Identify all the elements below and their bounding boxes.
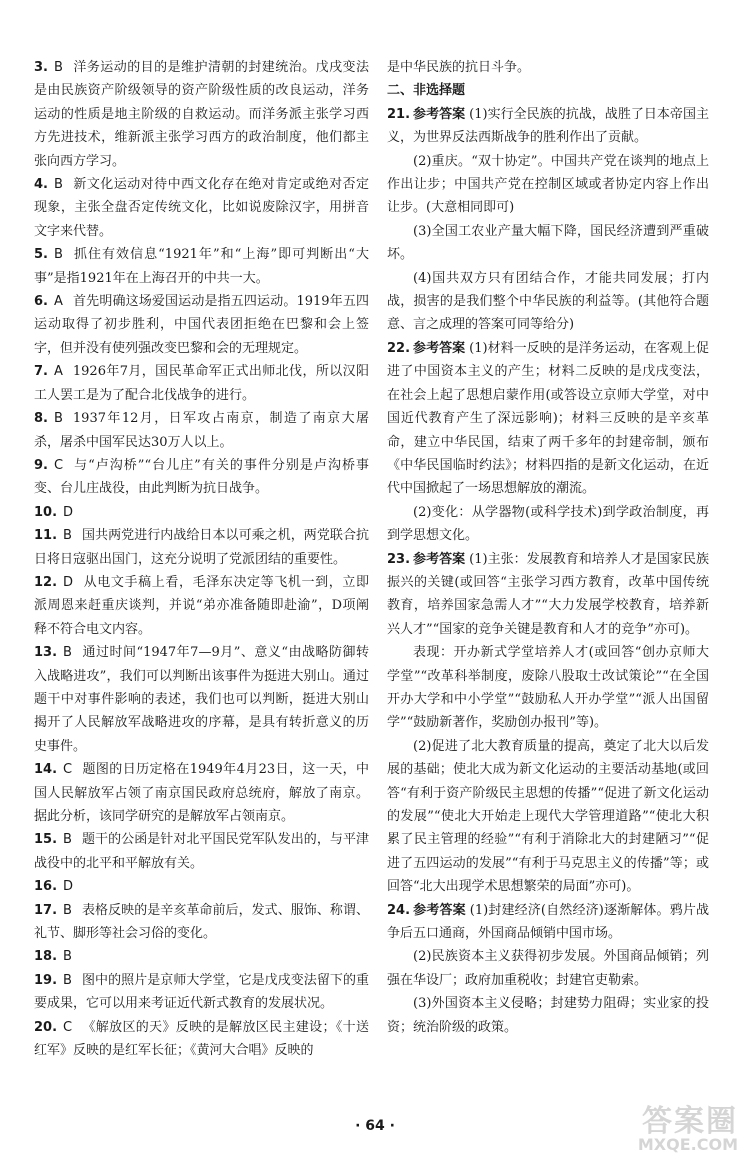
answer-choice: A: [53, 364, 63, 380]
page-number: · 64 ·: [355, 1118, 395, 1134]
answer-choice: A: [53, 294, 63, 310]
answer-paragraph: (2)重庆。“双十协定”。中国共产党在谈判的地点上作出让步；中国共产党在控制区域或者协定内容上作出让步。(大意相同即可): [387, 153, 709, 216]
answer-text: (1)主张：发展教育和培养人才是国家民族振兴的关键(或回答“主张学习西方教育，改革中国传统教育，培养国家急需人才”“大力发展学校教育，培养新兴人才”“国家的竞争关键是教育和人才的竞争”亦可)。: [387, 551, 709, 637]
answer-item: [34, 524, 369, 571]
explanation-text: 通过时间“1947年7—9月”、意义“由战略防御转入战略进攻”，我们可以判断出该事件为挺进大别山。通过题干中对事件影响的表述，我们也可以判断，挺进大别山揭开了人民解放军战略进攻的序幕，是具有转折意义的历史事件。: [34, 645, 369, 754]
explanation-text: 《解放区的天》反映的是解放区民主建设；《十送红军》反映的是红军长征；《黄河大合唱》反映的: [34, 1019, 369, 1059]
answer-paragraph: (2)促进了北大教育质量的提高，奠定了北大以后发展的基础；使北大成为新文化运动的主要活动基地(或回答“有利于资产阶级民主思想的传播”“促进了新文化运动的发展”“使北大开始走上现代大学管理道路”“使北大积累了民主管理的经验”“有利于消除北大的封建陋习”“促进了五四运动的发展”“有利于马克思主义的传播”等；或回答“北大出现学术思想繁荣的局面”亦可)。: [387, 738, 709, 895]
question-number: 5.: [34, 247, 48, 263]
question-number: 20.: [34, 1019, 58, 1035]
answer-paragraph: (3)外国资本主义侵略；封建势力阻碍；实业家的投资；统治阶级的政策。: [387, 996, 709, 1035]
answer-item: [34, 56, 369, 173]
question-number: 8.: [34, 411, 48, 427]
answer-item: [34, 290, 369, 360]
answer-item: [34, 173, 369, 243]
right-column: [387, 56, 709, 1039]
question-number: 9.: [34, 457, 48, 473]
answer-choice: B: [53, 60, 63, 75]
answer-choice: B: [63, 528, 72, 544]
answer-item: [34, 969, 369, 1016]
answer-paragraph: 表现：开办新式学堂培养人才(或回答“创办京师大学堂”“改革科举制度，废除八股取士改试策论”“在全国开办大学和中小学堂”“鼓励私人开办学堂”“派人出国留学”“鼓励新著作，奖励创办报刊”等)。: [387, 645, 709, 731]
answer-item: [387, 103, 709, 150]
answer-choice: C: [63, 762, 73, 778]
answer-choice: C: [63, 1019, 73, 1035]
watermark-top-text: 答案圈: [642, 1104, 738, 1139]
watermark-logo: [610, 1096, 738, 1154]
answer-list: [387, 103, 709, 1039]
answer-choice: B: [63, 645, 72, 661]
answer-choice: B: [63, 902, 72, 918]
explanation-text: 与“卢沟桥”“台儿庄”有关的事件分别是卢沟桥事变、台儿庄战役，由此判断为抗日战争。: [34, 457, 369, 497]
answer-item: [34, 875, 369, 898]
answer-choice: D: [63, 574, 74, 590]
question-number: 10.: [34, 504, 58, 520]
answer-paragraph: (2)变化：从学器物(或科学技术)到学政治制度，再到学思想文化。: [387, 504, 709, 544]
answer-item: [34, 758, 369, 828]
question-number: 21.: [387, 106, 411, 122]
answer-item: [34, 407, 369, 454]
answer-choice: D: [63, 879, 74, 895]
section-title: 二、非选择题: [387, 83, 466, 99]
left-column: [34, 56, 369, 1062]
reference-answer-label: 参考答案: [413, 340, 466, 356]
answer-item: [34, 641, 369, 758]
answer-choice: B: [63, 949, 72, 965]
explanation-text: 题干的公函是针对北平国民党军队发出的，与平津战役中的北平和平解放有关。: [34, 832, 369, 871]
answer-text: (1)材料一反映的是洋务运动，在客观上促进了中国资本主义的产生；材料二反映的是戊戌变法，在社会上起了思想启蒙作用(或答设立京师大学堂，对中国近代教育产生了深远影响)；材料三反映的是辛亥革命，建立中华民国，结束了两千多年的封建帝制，颁布《中华民国临时约法》；材料四指的是新文化运动，在近代中国掀起了一场思想解放的潮流。: [387, 340, 709, 497]
watermark-bottom-text: MXQE.COM: [637, 1135, 738, 1154]
answer-choice: B: [53, 247, 63, 263]
question-number: 19.: [34, 972, 58, 988]
answer-item: [387, 899, 709, 946]
answer-item: [387, 548, 709, 642]
explanation-text: 1926年7月，国民革命军正式出师北伐，所以汉阳工人罢工是为了配合北伐战争的进行。: [34, 364, 369, 403]
continuation-text: 是中华民族的抗日斗争。: [387, 60, 531, 75]
explanation-text: 从电文手稿上看，毛泽东决定等飞机一到，立即派周恩来赶重庆谈判，并说“弟亦准备随即赴渝”，D项阐释不符合电文内容。: [34, 574, 369, 637]
answer-choice: B: [63, 832, 72, 848]
explanation-text: 图中的照片是京师大学堂，它是戊戌变法留下的重要成果，它可以用来考证近代新式教育的发展状况。: [34, 972, 369, 1012]
answer-item: [34, 454, 369, 501]
answer-paragraph: (4)国共双方只有团结合作，才能共同发展；打内战，损害的是我们整个中华民族的利益等。(其他符合题意、言之成理的答案可同等给分): [387, 270, 709, 333]
question-number: 3.: [34, 60, 48, 75]
question-number: 17.: [34, 902, 58, 918]
reference-answer-label: 参考答案: [413, 902, 466, 918]
answer-paragraph: (3)全国工农业产量大幅下降，国民经济遭到严重破坏。: [387, 223, 709, 263]
answer-text: (1)实行全民族的抗战，战胜了日本帝国主义，为世界反法西斯战争的胜利作出了贡献。: [387, 106, 709, 146]
explanation-text: 1937年12月，日军攻占南京，制造了南京大屠杀，屠杀中国军民达30万人以上。: [34, 411, 369, 450]
explanation-text: 抓住有效信息“1921年”和“上海”即可判断出“大事”是指1921年在上海召开的中共一大。: [34, 247, 369, 286]
answer-item: [34, 1016, 369, 1063]
question-number: 12.: [34, 574, 58, 590]
answer-choice: B: [63, 972, 72, 988]
question-number: 24.: [387, 902, 411, 918]
answer-item: [34, 571, 369, 641]
explanation-text: 首先明确这场爱国运动是指五四运动。1919年五四运动取得了初步胜利，中国代表团拒绝在巴黎和会上签字，但并没有使列强改变巴黎和会的无理规定。: [34, 294, 369, 356]
question-number: 18.: [34, 949, 58, 965]
answer-item: [34, 828, 369, 875]
explanation-text: 国共两党进行内战给日本以可乘之机，两党联合抗日将日寇驱出国门，这充分说明了党派团结的重要性。: [34, 528, 369, 567]
explanation-text: 新文化运动对待中西文化存在绝对肯定或绝对否定现象，主张全盘否定传统文化，比如说废除汉字，用拼音文字来代替。: [34, 177, 369, 239]
question-number: 14.: [34, 762, 58, 778]
answer-item: [34, 501, 369, 524]
answer-item: [34, 243, 369, 290]
reference-answer-label: 参考答案: [413, 551, 466, 567]
question-number: 16.: [34, 879, 58, 895]
reference-answer-label: 参考答案: [413, 106, 466, 122]
question-number: 4.: [34, 177, 48, 193]
explanation-text: 题图的日历定格在1949年4月23日，这一天，中国人民解放军占领了南京国民政府总统府，解放了南京。据此分析，该同学研究的是解放军占领南京。: [34, 762, 369, 824]
question-number: 13.: [34, 645, 58, 661]
question-number: 6.: [34, 294, 48, 310]
answer-choice: B: [53, 177, 63, 193]
answer-text: (1)封建经济(自然经济)逐渐解体。鸦片战争后五口通商，外国商品倾销中国市场。: [387, 902, 709, 942]
question-number: 7.: [34, 364, 48, 380]
answer-paragraph: (2)民族资本主义获得初步发展。外国商品倾销；列强在华设厂；政府加重税收；封建官吏勒索。: [387, 949, 709, 988]
answer-item: [34, 945, 369, 968]
answer-choice: D: [63, 504, 74, 520]
answer-item: [34, 899, 369, 946]
explanation-text: 表格反映的是辛亥革命前后，发式、服饰、称谓、礼节、脚形等社会习俗的变化。: [34, 902, 369, 942]
answer-choice: B: [53, 411, 63, 427]
answer-item: [34, 360, 369, 407]
question-number: 15.: [34, 832, 58, 848]
question-number: 23.: [387, 551, 411, 567]
answer-choice: C: [53, 457, 64, 473]
question-number: 11.: [34, 528, 58, 544]
question-number: 22.: [387, 340, 411, 356]
explanation-text: 洋务运动的目的是维护清朝的封建统治。戊戌变法是由民族资产阶级领导的资产阶级性质的改良运动，洋务运动的性质是地主阶级的自救运动。而洋务派主张学习西方先进技术，维新派主张学习西方的政治制度，他们都主张向西方学习。: [34, 60, 369, 169]
answer-item: [387, 337, 709, 501]
